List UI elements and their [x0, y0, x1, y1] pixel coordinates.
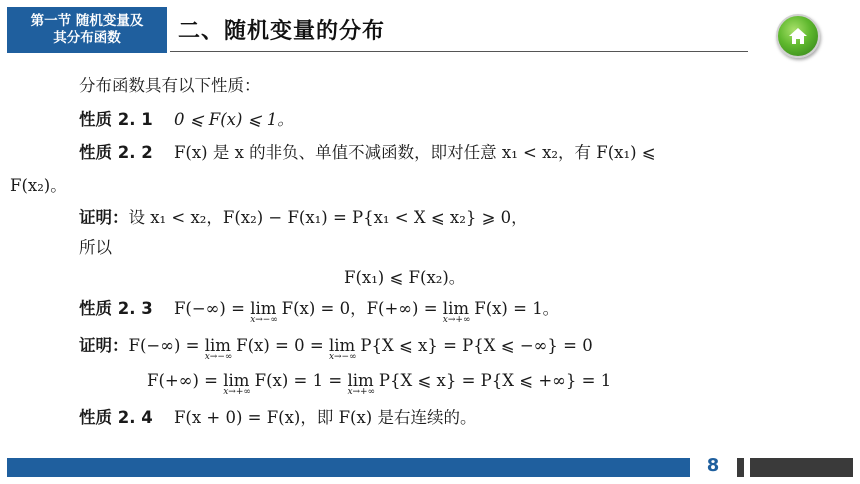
section-label-line2: 其分布函数: [53, 30, 121, 46]
proof-3-limit-2: lim x→+∞: [347, 371, 376, 397]
proof-3-part-b: F(x) = 1 =: [249, 371, 348, 390]
so-text: 所以: [79, 238, 112, 257]
proof-3-limit-2-sub: x→+∞: [347, 387, 376, 397]
property-4-label: 性质 2. 4: [79, 408, 153, 427]
page-number: 8: [706, 455, 720, 476]
property-3-part-c: F(x) = 1。: [469, 299, 560, 318]
intro-text: 分布函数具有以下性质：: [79, 76, 261, 95]
property-3-part-a: F(−∞) =: [173, 299, 251, 318]
footer-bar: [7, 458, 690, 477]
proof-2-label: 证明：: [79, 336, 129, 355]
property-1: [79, 110, 294, 130]
proof-1-label: 证明：: [79, 208, 129, 227]
footer-block: [750, 458, 853, 477]
proof-3: [147, 371, 612, 397]
inequality: F(x₁) ⩽ F(x₂)。: [344, 268, 466, 287]
property-1-text: 0 ⩽ F(x) ⩽ 1。: [173, 110, 294, 129]
home-icon: [788, 27, 808, 45]
proof-2: [79, 336, 593, 362]
property-3-part-b: F(x) = 0，F(+∞) =: [276, 299, 443, 318]
home-button[interactable]: [776, 14, 820, 58]
property-3-label: 性质 2. 3: [79, 299, 153, 318]
footer-divider: [737, 458, 744, 477]
page-title: 二、随机变量的分布: [178, 19, 386, 44]
proof-1-text: 设 x₁ < x₂，F(x₂) − F(x₁) = P{x₁ < X ⩽ x₂} ⩾ 0，: [128, 208, 528, 227]
property-3-limit-2: lim x→+∞: [442, 299, 471, 325]
property-4: [79, 408, 476, 428]
property-4-text: F(x + 0) = F(x)，即 F(x) 是右连续的。: [173, 408, 477, 427]
property-3: [79, 299, 560, 325]
property-2-label: 性质 2. 2: [79, 143, 153, 162]
proof-2-limit-1: lim x→−∞: [204, 336, 233, 362]
property-3-limit-1: lim x→−∞: [250, 299, 278, 325]
property-2-text: F(x) 是 x 的非负、单值不减函数，即对任意 x₁ < x₂，有 F(x₁) ⩽: [173, 143, 656, 162]
property-1-label: 性质 2. 1: [79, 110, 153, 129]
proof-2-part-b: F(x) = 0 =: [230, 336, 329, 355]
proof-2-part-a: F(−∞) =: [128, 336, 205, 355]
proof-1: [79, 208, 528, 228]
proof-3-limit-1: lim x→+∞: [223, 371, 251, 397]
proof-3-part-a: F(+∞) =: [147, 371, 224, 390]
section-label: [7, 7, 167, 53]
section-label-line1: 第一节 随机变量及: [30, 13, 144, 29]
property-3-limit-2-sub: x→+∞: [442, 315, 471, 325]
proof-3-limit-1-sub: x→+∞: [223, 387, 251, 397]
proof-2-limit-2-sub: x→−∞: [328, 352, 357, 362]
title-divider: [170, 51, 748, 52]
proof-2-limit-2: lim x→−∞: [328, 336, 357, 362]
property-2-continued: F(x₂)。: [10, 176, 67, 195]
proof-2-part-c: P{X ⩽ x} = P{X ⩽ −∞} = 0: [355, 336, 593, 355]
property-3-limit-1-sub: x→−∞: [250, 315, 278, 325]
property-2: [79, 143, 656, 163]
proof-2-limit-1-sub: x→−∞: [204, 352, 233, 362]
proof-3-part-c: P{X ⩽ x} = P{X ⩽ +∞} = 1: [373, 371, 612, 390]
